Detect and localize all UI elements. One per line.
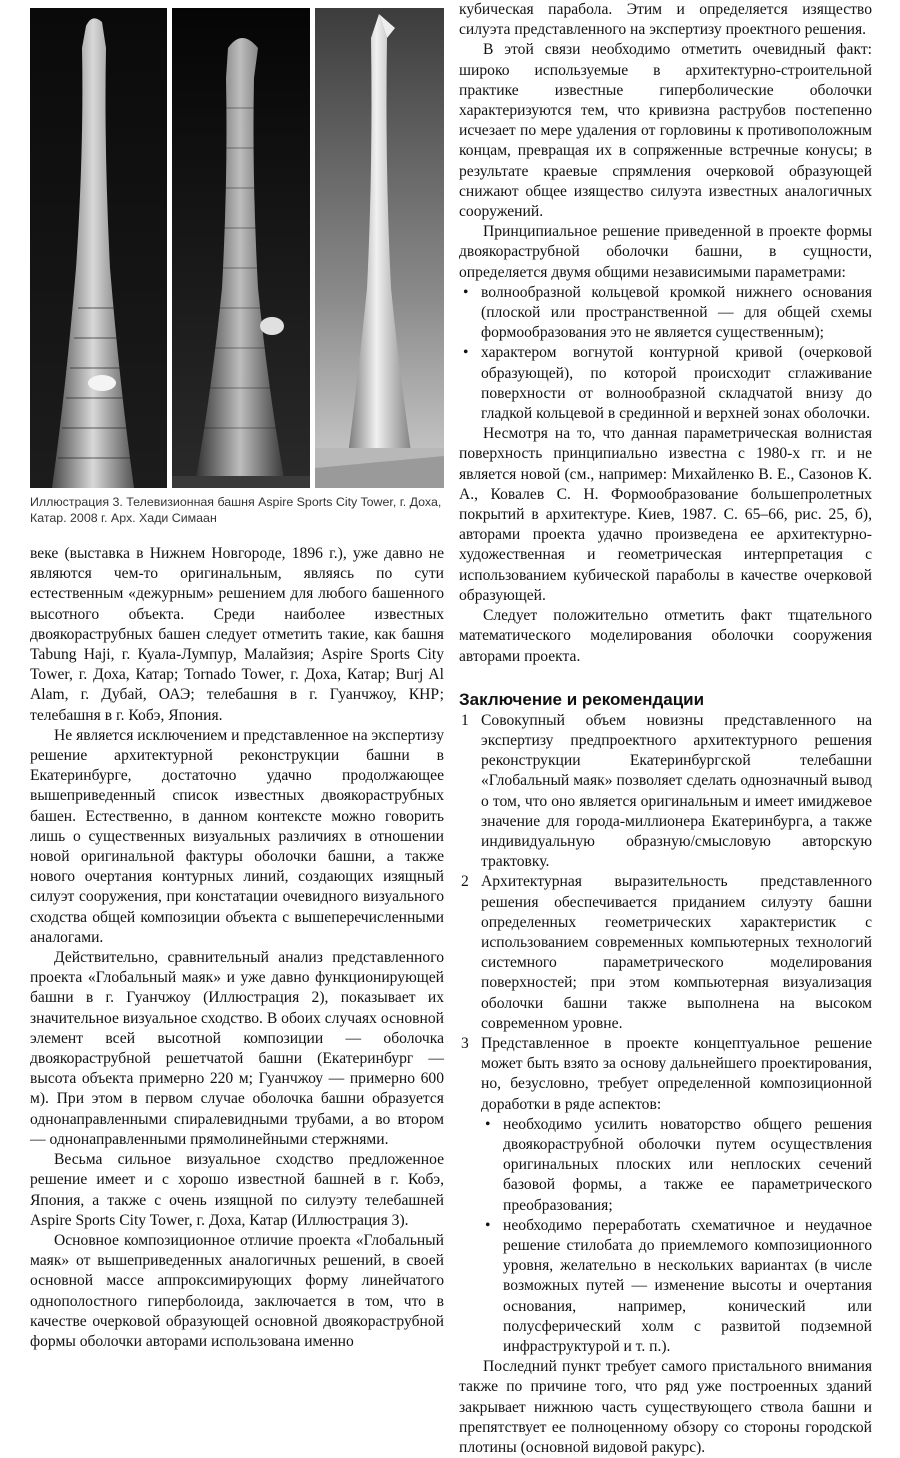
tower-photo-night — [30, 8, 167, 488]
numbered-item: 1 Совокупный объем новизны представленного на экспертизу предпроектного архитектурного решения реконструкции Екатеринбургской телебашни «Глобальный маяк» позволяет сделать однозначный вывод о том, что оно является оригинальным и имеет имиджевое значение для города-миллионера Екатеринбурга, а также индивидуальную образную/смысловую авторскую трактовку. — [461, 711, 872, 871]
list-item: • необходимо переработать схематичное и неудачное решение стилобата до приемлемого композиционного уровня, желательно в нескольких вариантах (в числе возможных путей — изменение высоты и очертания основания, например, конический или полусферический холм с развитой подземной инфраструктурой и т. п.). — [485, 1216, 872, 1355]
paragraph: Действительно, сравнительный анализ представленного проекта «Глобальный маяк» и уже давно функционирующей башни в г. Гуанчжоу (Иллюстрация 2), показывает их значительное визуальное сходство. В обоих случаях основной элемент всей высотной композиции — оболочка двоякораструбной решетчатой башни (Екатеринбург — высота объекта примерно 220 м; Гуанчжоу — примерно 600 м). При этом в первом случае оболочка башни образуется однонаправленными спиралевидными трубами, а во втором — однонаправленными прямолинейными стержнями. — [30, 949, 444, 1148]
paragraph: Следует положительно отметить факт тщательного математического моделирования оболочки сооружения авторами проекта. — [459, 607, 872, 665]
numbered-item: 2 Архитектурная выразительность представленного решения обеспечивается приданием силуэту башни определенных геометрических характеристик с использованием современных компьютерных технологий системного параметрического моделирования поверхностей; при этом компьютерная визуализация оболочки башни также выполнена на высоком современном уровне. — [461, 873, 872, 1032]
section-heading: Заключение и рекомендации — [459, 689, 705, 709]
tower-photo-render — [315, 8, 444, 488]
bullet-icon: • — [463, 283, 469, 301]
right-column — [459, 0, 872, 1458]
paragraph: В этой связи необходимо отметить очевидный факт: широко используемые в архитектурно-строительной практике известные гиперболические оболочки характеризуются тем, что кривизна раструбов постепенно исчезает по мере удаления от горловины к противоположным концам, превращая их в сопряженные встречные конусы; в результате краевые спрямления очерковой образующей снижают общее изящество силуэта известных аналогичных сооружений. — [459, 41, 872, 221]
left-column — [30, 0, 444, 1352]
list-item: • необходимо усилить новаторство общего решения двоякораструбной оболочки путем осуществления оригинальных плоских или неплоских сечений базовой формы, а также ее параметрического преобразования; — [485, 1115, 872, 1214]
figure-caption: Иллюстрация 3. Телевизионная башня Aspire Sports City Tower, г. Доха, Катар. 2008 г. Арх. Хади Симаан — [30, 495, 442, 525]
numbered-item: 3 Представленное в проекте концептуальное решение может быть взято за основу дальнейшего проектирования, но, безусловно, требует определенной композиционной доработки в ряде аспектов: — [461, 1034, 872, 1113]
bullet-icon: • — [485, 1216, 491, 1234]
paragraph: Основное композиционное отличие проекта «Глобальный маяк» от вышеприведенных аналогичных решений, в своей основной массе аппроксимирующих форму линейчатого однополостного гиперболоида, заключается в том, что в качестве очерковой образующей основной двоякораструбной формы оболочки авторами использована именно — [30, 1231, 444, 1350]
bullet-icon: • — [463, 344, 469, 362]
paragraph: Несмотря на то, что данная параметрическая волнистая поверхность принципиально известна с 1980-х гг. и не является новой (см., например: Михайленко В. Е., Сазонов К. А., Ковалев С. Н. Формообразование большепролетных покрытий в архитектуре. Киев, 1987. С. 65–66, рис. 25, б), авторами проекта удачно произведена ее архитектурно-художественная и геометрическая интерпретация с использованием кубической параболы в качестве очерковой образующей. — [459, 425, 872, 604]
illustration-3 — [30, 0, 444, 488]
paragraph: кубическая парабола. Этим и определяется изящество силуэта представленного на экспертизу проектного решения. — [459, 1, 872, 39]
paragraph: Последний пункт требует самого пристального внимания также по причине того, что ряд уже построенных зданий закрывает нижнюю часть существующего ствола башни и препятствует ее полноценному обзору со стороны городской плотины (основной видовой ракурс). — [459, 1358, 872, 1457]
paragraph: Весьма сильное визуальное сходство предложенное решение имеет и с хорошо известной башней в г. Кобэ, Япония, а также с очень изящной по силуэту телебашней Aspire Sports City Tower, г. Доха, Катар (Иллюстрация 3). — [30, 1151, 444, 1229]
paragraph: Принципиальное решение приведенной в проекте формы двоякораструбной оболочки башни, в сущности, определяется двумя общими независимыми параметрами: — [459, 223, 872, 281]
paragraph: веке (выставка в Нижнем Новгороде, 1896 г.), уже давно не являются чем-то оригинальным, являясь по сути естественным «дежурным» решением для любого башенного высотного объекта. Среди наиболее известных двоякораструбных башен следует отметить такие, как башня Tabung Haji, г. Куала-Лумпур, Малайзия; Aspire Sports City Tower, г. Доха, Катар; Tornado Tower, г. Доха, Катар; Burj Al Alam, г. Дубай, ОАЭ; телебашня в г. Гуанчжоу, КНР; телебашня в г. Кобэ, Япония. — [30, 545, 444, 724]
bullet-icon: • — [485, 1115, 491, 1133]
tower-photo-lattice — [172, 8, 310, 488]
list-item: • волнообразной кольцевой кромкой нижнего основания (плоской или пространственной — для общей схемы формообразования это не является существенным); — [463, 283, 872, 342]
list-item: • характером вогнутой контурной кривой (очерковой образующей), по которой происходит сглаживание поверхности от волнообразной складчатой внизу до гладкой кольцевой в срединной и верхней зонах оболочки. — [463, 344, 872, 423]
paragraph: Не является исключением и представленное на экспертизу решение архитектурной реконструкции башни в Екатеринбурге, достаточно удачно продолжающее вышеприведенный список известных двоякораструбных башен. Естественно, в данном контексте можно говорить лишь о существенных визуальных различиях в отношении новой оригинальной фактуры оболочки башни, а также нового очертания контурных линий, создающих изящный силуэт сооружения, при констатации очевидного визуального сходства общей композиции объекта с вышеперечисленными аналогами. — [30, 726, 444, 946]
